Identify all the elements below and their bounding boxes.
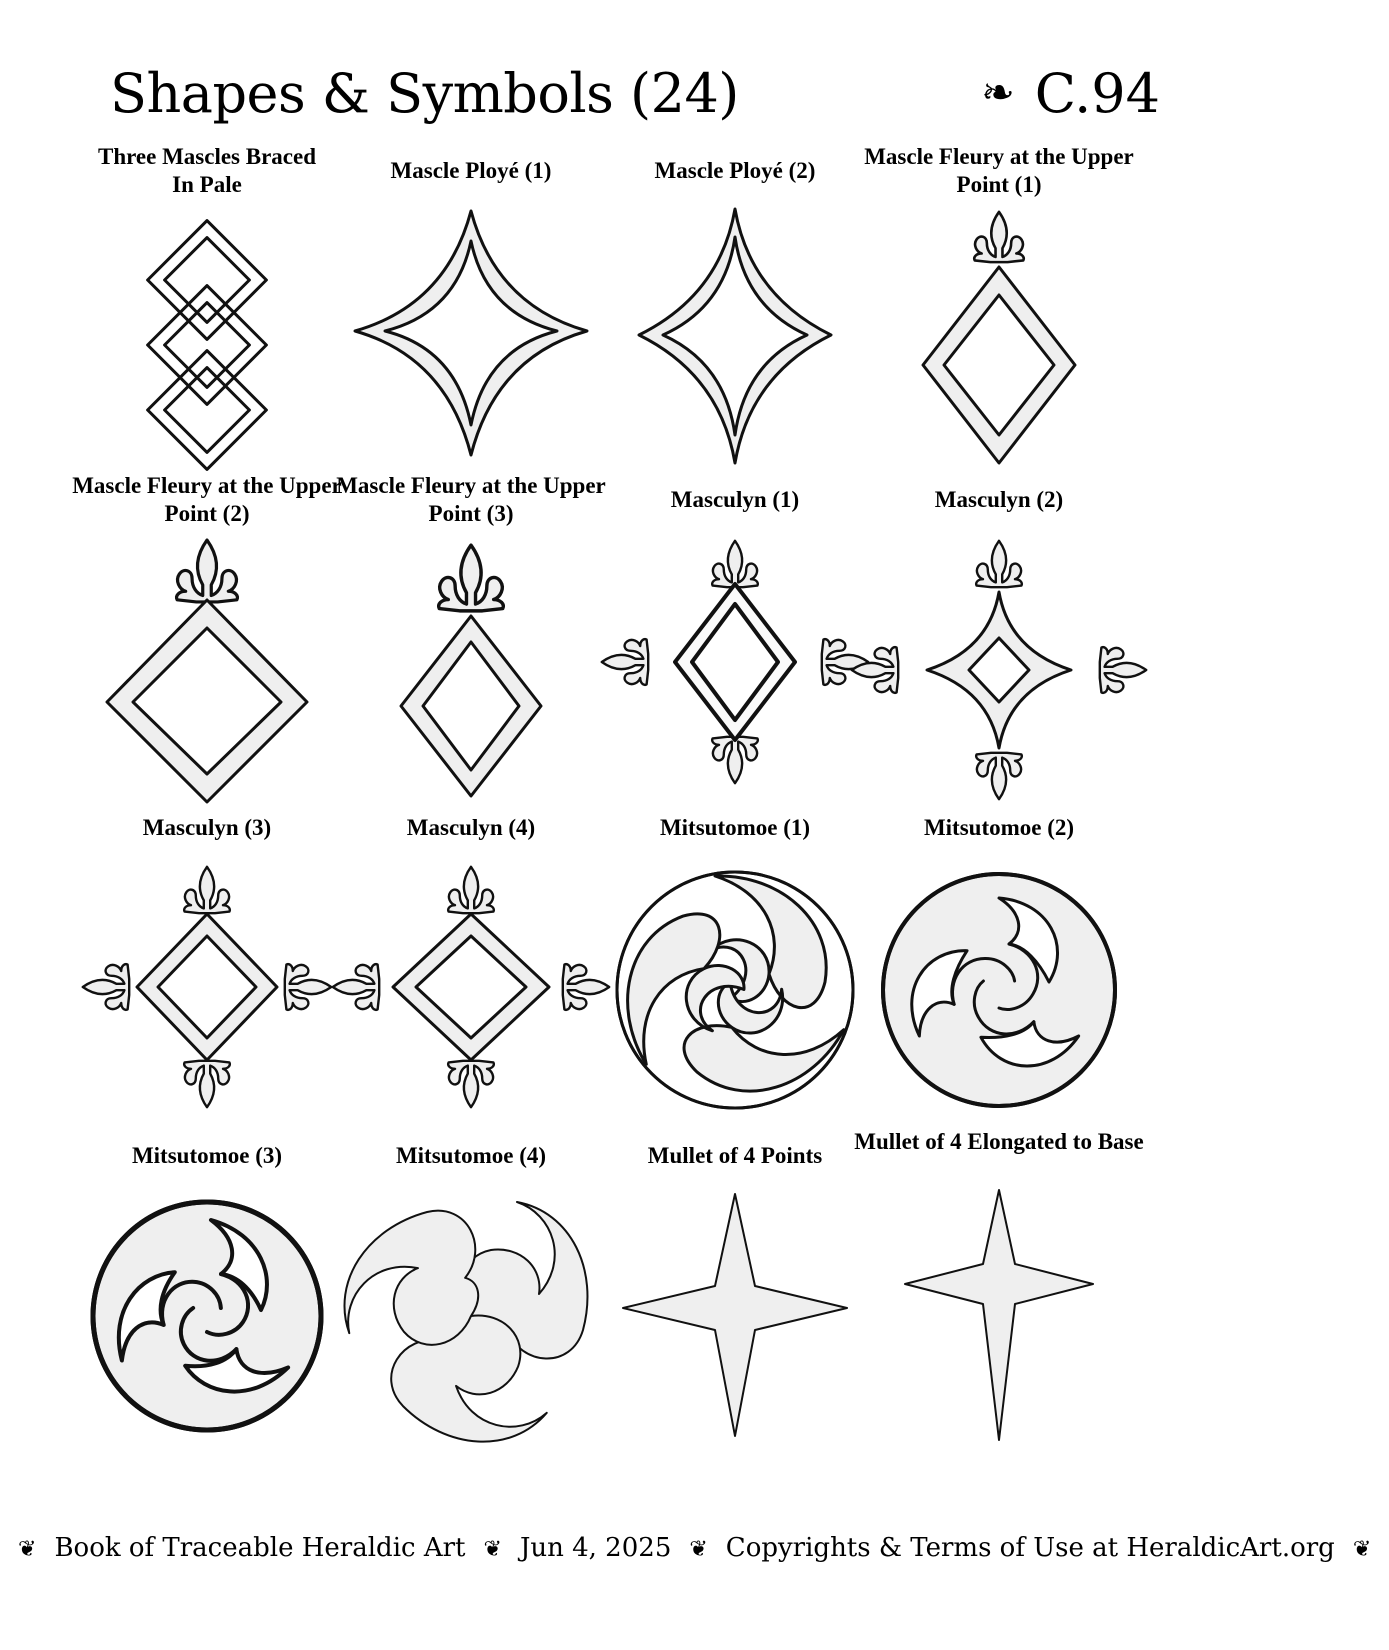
item-label: Mascle Fleury at the Upper Point (1)	[864, 144, 1134, 197]
mitsutomoe-3-figure	[57, 1190, 357, 1465]
fleur-de-lis-icon	[976, 541, 1022, 587]
item-label: Three Mascles Braced In Pale	[97, 144, 317, 197]
item-label: Mullet of 4 Points	[647, 1143, 823, 1168]
fleur-de-lis-icon	[177, 540, 238, 602]
mitsutomoe-4-figure	[321, 1190, 621, 1465]
item-label: Masculyn (3)	[142, 815, 272, 840]
leaf-ornament-icon: ❧	[981, 70, 1015, 116]
footer-book-title: Book of Traceable Heraldic Art	[54, 1533, 466, 1563]
fleur-de-lis-icon	[852, 647, 898, 693]
mascle-fleury-1-figure	[849, 205, 1149, 480]
page-code: C.94	[1034, 62, 1160, 125]
item-label: Mitsutomoe (4)	[395, 1143, 547, 1168]
fleur-de-lis-icon	[184, 1061, 230, 1107]
item-label: Mitsutomoe (3)	[131, 1143, 283, 1168]
item-label: Mascle Fleury at the Upper Point (3)	[336, 473, 606, 526]
masculyn-2-figure	[849, 534, 1149, 809]
item-label: Mitsutomoe (1)	[659, 815, 811, 840]
fleur-de-lis-icon	[448, 1061, 494, 1107]
mascle-ploye-2-figure	[585, 205, 885, 480]
item-label: Masculyn (1)	[670, 487, 800, 512]
mascle-ploye-1-figure	[321, 205, 621, 480]
item-label: Mascle Ployé (2)	[654, 158, 816, 183]
item-label: Mascle Ployé (1)	[390, 158, 552, 183]
mascle-fleury-3-figure	[321, 534, 621, 809]
fleur-de-lis-icon	[1100, 647, 1146, 693]
fleur-de-lis-icon	[712, 737, 758, 783]
fleur-de-lis-icon	[712, 541, 758, 587]
fleur-de-lis-icon	[974, 212, 1023, 262]
floral-heart-icon: ❦	[1352, 1537, 1372, 1562]
item-label: Mullet of 4 Elongated to Base	[854, 1129, 1144, 1154]
item-label: Masculyn (2)	[934, 487, 1064, 512]
page-reference	[981, 62, 1160, 125]
item-label: Mitsutomoe (2)	[923, 815, 1075, 840]
fleur-de-lis-icon	[333, 964, 379, 1010]
mitsutomoe-2-figure	[849, 862, 1149, 1137]
mascle-fleury-2-figure	[57, 534, 357, 809]
fleur-de-lis-icon	[448, 867, 494, 913]
fleur-de-lis-icon	[976, 753, 1022, 799]
floral-heart-icon: ❦	[689, 1537, 708, 1562]
item-label: Mascle Fleury at the Upper Point (2)	[72, 473, 342, 526]
page-footer	[0, 1533, 1372, 1563]
fleur-de-lis-icon	[439, 545, 504, 611]
masculyn-4-figure	[321, 862, 621, 1137]
three-mascles-braced-figure	[57, 205, 357, 480]
masculyn-3-figure	[57, 862, 357, 1137]
masculyn-1-figure	[585, 534, 885, 809]
item-label: Masculyn (4)	[406, 815, 536, 840]
mitsutomoe-1-figure	[585, 862, 885, 1137]
footer-date: Jun 4, 2025	[519, 1533, 672, 1563]
fleur-de-lis-icon	[83, 964, 129, 1010]
fleur-de-lis-icon	[602, 639, 648, 685]
mullet-4-elongated-figure	[849, 1190, 1149, 1465]
fleur-de-lis-icon	[184, 867, 230, 913]
footer-copyright: Copyrights & Terms of Use at HeraldicArt.org	[725, 1533, 1335, 1563]
mullet-4-points-figure	[585, 1190, 885, 1465]
floral-heart-icon: ❦	[18, 1537, 37, 1562]
floral-heart-icon: ❦	[483, 1537, 502, 1562]
page-title: Shapes & Symbols (24)	[110, 62, 739, 125]
